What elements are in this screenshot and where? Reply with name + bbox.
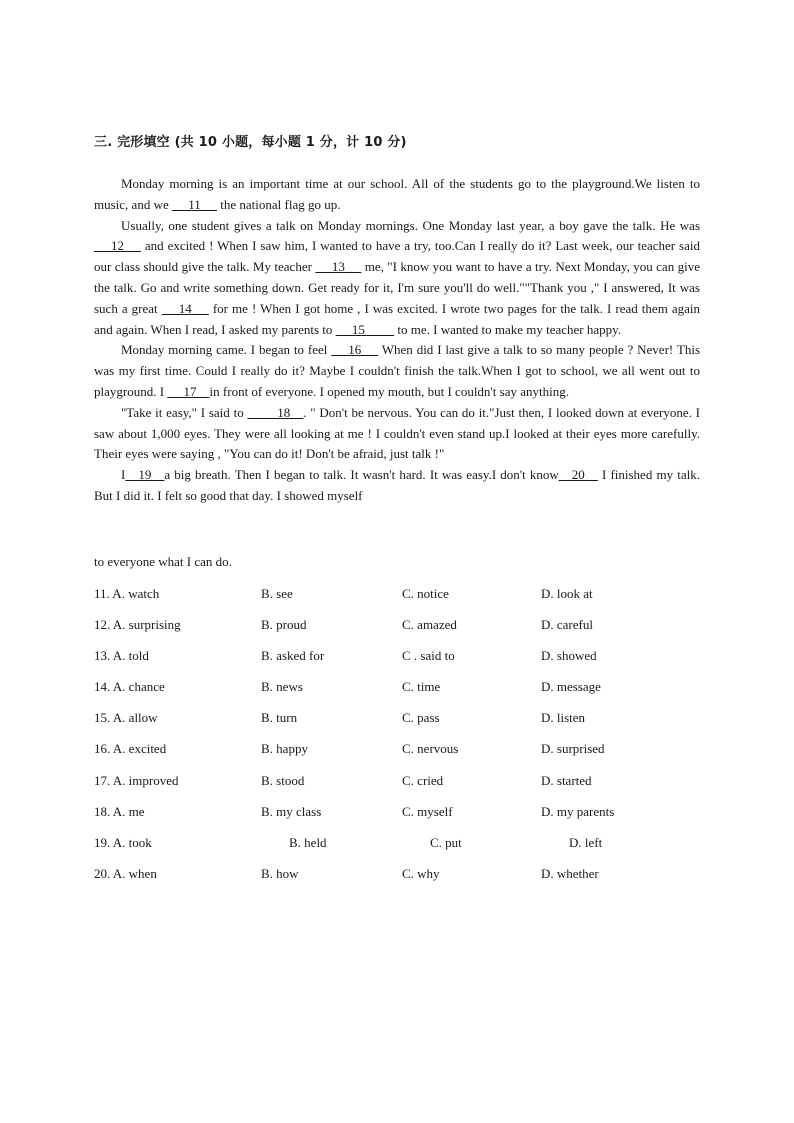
option-d: D. showed bbox=[541, 648, 597, 664]
question-row bbox=[94, 617, 714, 648]
passage-text: to me. I wanted to make my teacher happy. bbox=[394, 321, 622, 337]
option-c: C. notice bbox=[402, 586, 449, 601]
option-b: B. asked for bbox=[261, 648, 325, 664]
answer-blank: __17__ bbox=[167, 383, 210, 399]
passage-text: When did I last give a talk to so many people ? Never! This was my first time. Could I really do it? Maybe I couldn't finish the talk.When I got to school, we all went out to playground. I bbox=[94, 342, 701, 399]
option-c: C. nervous bbox=[402, 741, 459, 757]
option-d: D. look at bbox=[541, 586, 593, 601]
question-row bbox=[94, 866, 714, 897]
question-row bbox=[94, 773, 714, 804]
answer-blank: __20__ bbox=[558, 467, 598, 483]
passage-text: I finished my talk. But I did it. I felt so good that day. I showed myself bbox=[94, 467, 700, 503]
option-c: C. myself bbox=[402, 803, 453, 819]
option-d: D. started bbox=[541, 772, 592, 788]
option-b: B. my class bbox=[261, 803, 322, 819]
question-row bbox=[94, 741, 714, 772]
answer-blank: ____18__ bbox=[247, 404, 304, 420]
passage-paragraph bbox=[94, 174, 700, 216]
question-row bbox=[94, 710, 714, 741]
answer-blank: __14__ bbox=[161, 300, 209, 316]
passage-text: Usually, one student gives a talk on Monday mornings. One Monday last year, a boy gave the talk. He was bbox=[121, 217, 700, 233]
passage-paragraph bbox=[94, 340, 700, 402]
option-c: C . said to bbox=[402, 648, 455, 664]
option-c: C. put bbox=[430, 834, 462, 850]
option-d: D. left bbox=[569, 834, 603, 850]
passage-text: a big breath. Then I began to talk. It wasn't hard. It was easy.I don't know bbox=[164, 467, 559, 483]
answer-blank: __16__ bbox=[331, 342, 379, 358]
option-a: 14. A. chance bbox=[94, 679, 165, 695]
passage-closing-line: to everyone what I can do. bbox=[94, 554, 232, 569]
answer-blank: __11__ bbox=[171, 196, 218, 212]
passage-text: in front of everyone. I opened my mouth, but I couldn't say anything. bbox=[209, 383, 569, 399]
option-b: B. how bbox=[261, 865, 299, 881]
option-d: D. careful bbox=[541, 617, 593, 633]
option-a: 15. A. allow bbox=[94, 710, 158, 726]
passage-text: I bbox=[121, 467, 126, 483]
option-d: D. message bbox=[541, 679, 601, 695]
option-a: 13. A. told bbox=[94, 648, 149, 664]
passage-text: "Take it easy," I said to bbox=[121, 404, 248, 420]
passage-text: Monday morning came. I began to feel bbox=[121, 342, 332, 358]
passage-text: and excited ! When I saw him, I wanted to have a try, too.Can I really do it? Last week, our teacher said our class should give the talk. My teacher bbox=[94, 238, 700, 275]
question-row bbox=[94, 804, 714, 835]
option-a: 17. A. improved bbox=[94, 772, 179, 788]
option-a: 16. A. excited bbox=[94, 741, 167, 757]
option-c: C. pass bbox=[402, 710, 440, 726]
option-c: C. cried bbox=[402, 772, 444, 788]
question-row bbox=[94, 835, 714, 866]
section-heading: 三. 完形填空 (共 10 小题，每小题 1 分，计 10 分) bbox=[94, 135, 407, 150]
option-a: 20. A. when bbox=[94, 865, 157, 881]
option-b: B. turn bbox=[261, 710, 298, 726]
option-d: D. my parents bbox=[541, 803, 615, 819]
option-b: B. see bbox=[261, 586, 293, 601]
passage-paragraph bbox=[94, 216, 700, 341]
option-a: 12. A. surprising bbox=[94, 617, 181, 633]
option-c: C. why bbox=[402, 865, 440, 881]
option-c: C. amazed bbox=[402, 617, 457, 633]
option-a: 19. A. took bbox=[94, 834, 152, 850]
option-b: B. proud bbox=[261, 617, 307, 633]
option-b: B. stood bbox=[261, 772, 305, 788]
passage-paragraph bbox=[94, 403, 700, 465]
option-d: D. listen bbox=[541, 710, 586, 726]
answer-blank: __15____ bbox=[335, 321, 395, 337]
passage-text: for me ! When I got home , I was excited. I wrote two pages for the talk. I read them again and again. When I read, I asked my parents to bbox=[94, 300, 700, 337]
answer-options bbox=[94, 586, 714, 897]
option-a: 11. A. watch bbox=[94, 586, 160, 601]
passage-text: Monday morning is an important time at our school. All of the students go to the playground.We listen to music, and we bbox=[94, 176, 700, 212]
cloze-passage bbox=[94, 174, 700, 507]
answer-blank: __19__ bbox=[125, 467, 165, 483]
passage-text: me, "I know you want to have a try. Next Monday, you can give the talk. Go and write something down. Get ready for it, I'm sure you'll do well.""Thank you ," I answered, It was such a great bbox=[94, 259, 701, 316]
question-row bbox=[94, 679, 714, 710]
passage-text: . " Don't be nervous. You can do it."Just then, I looked down at everyone. I saw about 1,000 eyes. They were all looking at me ! I couldn't even stand up.I looked at their eyes more carefully. Their eyes were saying , "You can do it! Don't be afraid, just talk !" bbox=[94, 404, 700, 462]
question-row bbox=[94, 586, 714, 617]
passage-text: the national flag go up. bbox=[217, 196, 341, 212]
answer-blank: __13__ bbox=[315, 259, 362, 275]
option-b: B. held bbox=[289, 834, 327, 850]
passage-paragraph bbox=[94, 465, 700, 507]
question-row bbox=[94, 648, 714, 679]
option-a: 18. A. me bbox=[94, 803, 145, 819]
option-d: D. surprised bbox=[541, 741, 605, 757]
option-d: D. whether bbox=[541, 865, 599, 881]
option-b: B. happy bbox=[261, 741, 308, 757]
option-b: B. news bbox=[261, 679, 303, 695]
answer-blank: __12__ bbox=[94, 238, 141, 254]
option-c: C. time bbox=[402, 679, 441, 695]
